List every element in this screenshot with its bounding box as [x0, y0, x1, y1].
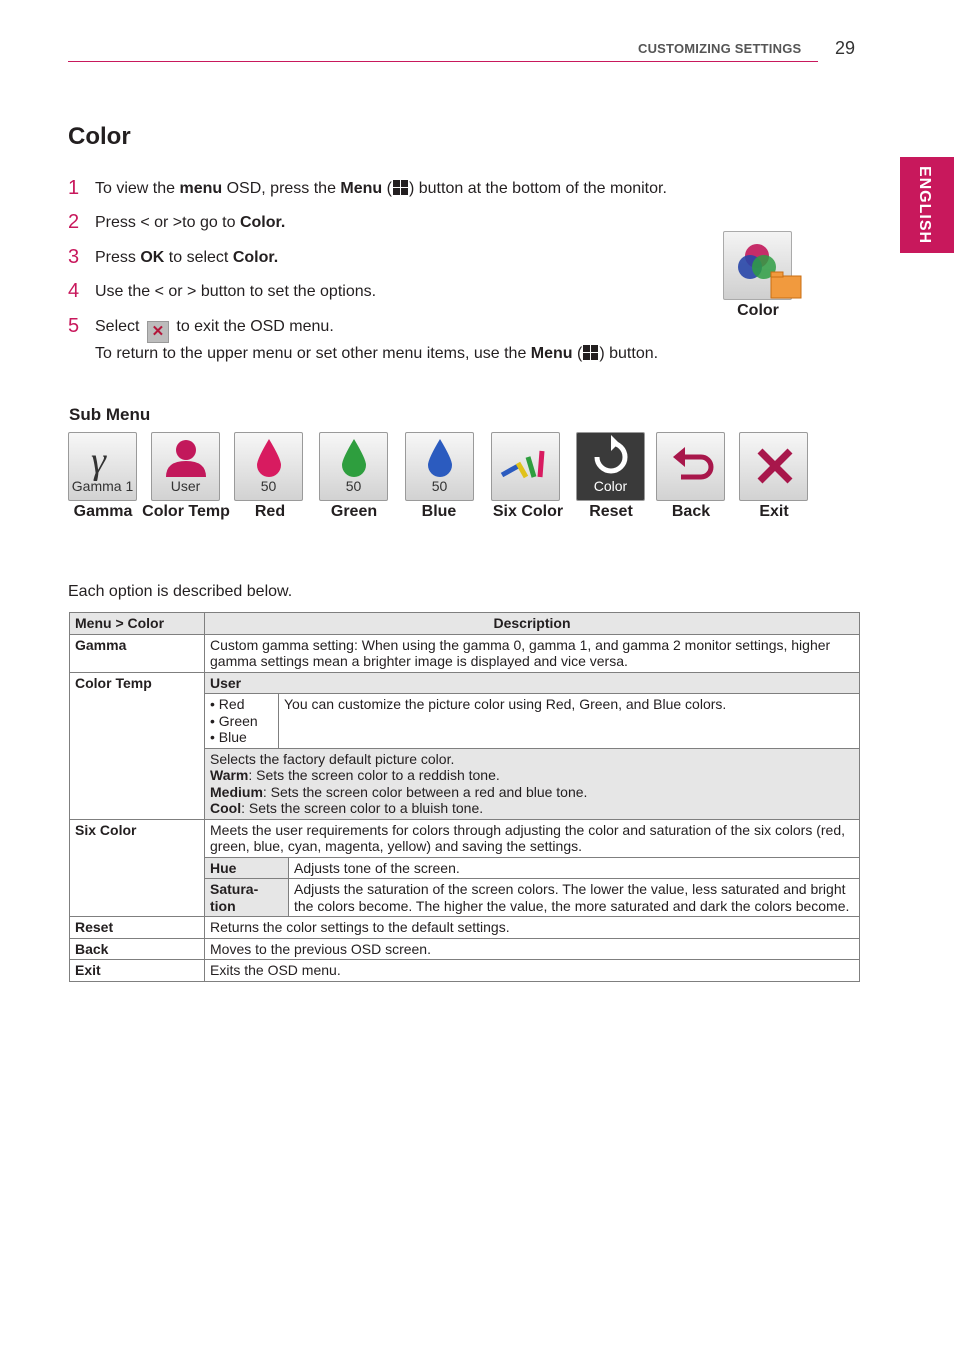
red-tile[interactable]: 50 — [234, 432, 303, 501]
blue-tile[interactable]: 50 — [405, 432, 474, 501]
exit-x-icon: ✕ — [147, 321, 169, 343]
table-row: Six Color Meets the user requirements for colors through adjusting the color and saturation of the six colors (red, green, blue, cyan, magenta, yellow) and saving the settings. — [70, 819, 860, 857]
tile-label-six-color: Six Color — [492, 503, 564, 520]
table-row: Satura-tion Adjusts the saturation of the screen colors. The lower the value, less saturated and bright the colors become. The higher the value, the more saturated and dark the colors become. — [70, 879, 860, 917]
exit-tile[interactable] — [739, 432, 808, 501]
back-tile[interactable] — [656, 432, 725, 501]
table-row: Exit Exits the OSD menu. — [70, 960, 860, 982]
tile-label-back: Back — [671, 503, 711, 520]
step-5-note: To return to the upper menu or set other menu items, use the Menu ( ) button. — [95, 345, 659, 362]
color-menu-label: Color — [737, 302, 779, 319]
table-row: • Red • Green • Blue You can customize the picture color using Red, Green, and Blue colors. — [70, 694, 860, 749]
options-table — [69, 612, 860, 982]
exit-icon — [740, 433, 808, 501]
header-rule — [68, 61, 818, 62]
page-title: Color — [68, 123, 131, 150]
blue-drop-icon — [406, 433, 474, 483]
gamma-tile[interactable]: γ Gamma 1 — [68, 432, 137, 501]
menu-grid-icon — [583, 345, 598, 360]
intro-text: Each option is described below. — [68, 583, 293, 600]
color-temp-tile[interactable]: User — [151, 432, 220, 501]
submenu-title: Sub Menu — [69, 405, 151, 424]
header-section: CUSTOMIZING SETTINGS — [638, 41, 802, 56]
six-color-tile[interactable] — [491, 432, 560, 501]
menu-grid-icon — [393, 180, 408, 195]
tile-label-green: Green — [330, 503, 378, 520]
language-tab: ENGLISH — [900, 157, 954, 253]
tile-label-blue: Blue — [421, 503, 457, 520]
reset-icon — [577, 433, 645, 483]
table-row: Color Temp User — [70, 672, 860, 694]
color-menu-icon — [723, 231, 792, 300]
gamma-icon — [69, 433, 137, 483]
tile-label-exit: Exit — [759, 503, 789, 520]
tile-label-red: Red — [254, 503, 286, 520]
table-row: Back Moves to the previous OSD screen. — [70, 938, 860, 960]
green-drop-icon — [320, 433, 388, 483]
table-row: Gamma Custom gamma setting: When using the gamma 0, gamma 1, and gamma 2 monitor settings, higher gamma settings mean a brighter image is displayed and vice versa. — [70, 634, 860, 672]
table-row: Hue Adjusts tone of the screen. — [70, 857, 860, 879]
green-tile[interactable]: 50 — [319, 432, 388, 501]
page-number: 29 — [835, 38, 856, 58]
reset-tile[interactable]: Color — [576, 432, 645, 501]
six-color-icon — [492, 433, 560, 501]
tile-label-reset: Reset — [589, 503, 633, 520]
tile-label-color-temp: Color Temp — [142, 503, 230, 520]
red-drop-icon — [235, 433, 303, 483]
user-icon — [152, 433, 220, 483]
tile-label-gamma: Gamma — [73, 503, 133, 520]
table-header-row: Menu > Color Description — [70, 613, 860, 635]
table-row: Reset Returns the color settings to the default settings. — [70, 917, 860, 939]
svg-text:γ: γ — [91, 440, 106, 482]
table-row: Selects the factory default picture color. Warm: Sets the screen color to a reddish tone. Medium: Sets the screen color between a red and blue tone. Cool: Sets the screen color to a bluish tone. — [70, 748, 860, 819]
back-icon — [657, 433, 725, 501]
